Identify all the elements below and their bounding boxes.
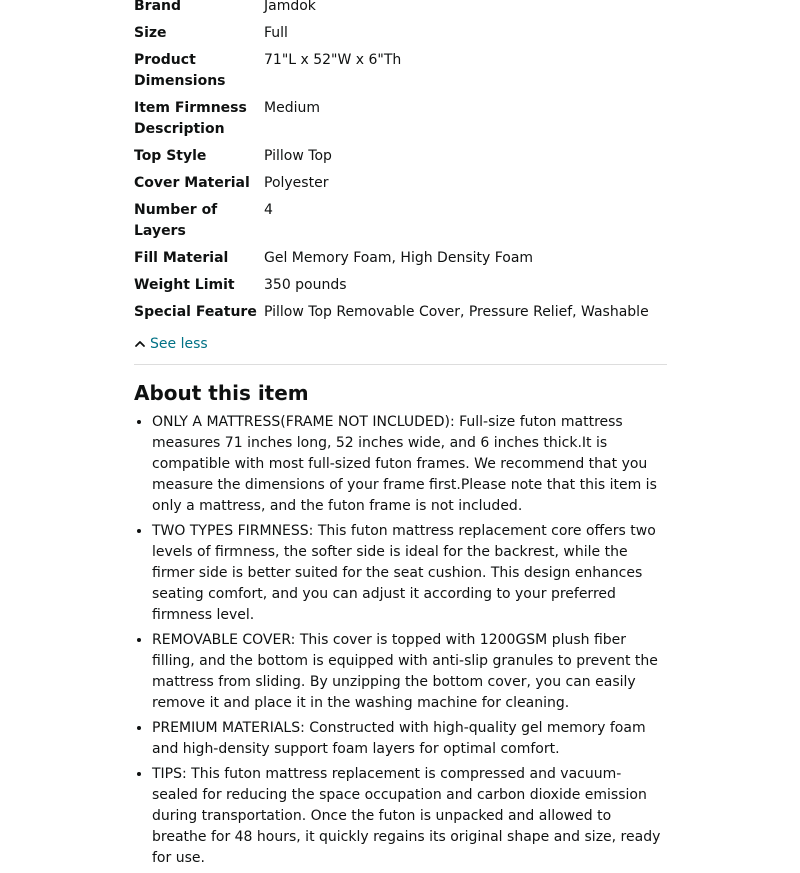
- spec-value: Jamdok: [264, 0, 316, 14]
- about-bullet-list: [134, 412, 667, 869]
- list-item: • TWO TYPES FIRMNESS: This futon mattress replacement core offers two levels of firmness, the softer side is ideal for the backrest, while the firmer side is better suited for the seat cushion. This design enhances seating comfort, and you can adjust it according to your preferred firmness level.: [152, 521, 667, 626]
- spec-row-special-feature: [134, 302, 667, 329]
- spec-label: Item Firmness Description: [134, 100, 247, 137]
- spec-row-size: [134, 23, 667, 50]
- product-specs-table: [134, 0, 667, 329]
- product-details-section: [134, 0, 667, 873]
- list-item: • REMOVABLE COVER: This cover is topped with 1200GSM plush fiber filling, and the bottom is equipped with anti-slip granules to prevent the mattress from sliding. By unzipping the bottom cover, you can easily remove it and place it in the washing machine for cleaning.: [152, 630, 667, 714]
- spec-value: Pillow Top: [264, 148, 332, 164]
- spec-label: Size: [134, 25, 167, 41]
- chevron-up-icon: [134, 338, 146, 350]
- about-this-item-heading: About this item: [134, 381, 309, 405]
- spec-value: 350 pounds: [264, 277, 347, 293]
- spec-value: Polyester: [264, 175, 329, 191]
- section-divider: [134, 364, 667, 365]
- spec-value: Gel Memory Foam, High Density Foam: [264, 250, 534, 266]
- spec-row-brand: [134, 0, 667, 23]
- spec-label: Product Dimensions: [134, 52, 226, 89]
- spec-row-weight-limit: [134, 275, 667, 302]
- see-less-label: See less: [150, 336, 208, 352]
- list-item: • TIPS: This futon mattress replacement is compressed and vacuum-sealed for reducing the space occupation and carbon dioxide emission during transportation. Once the futon is unpacked and allowed to breathe for 48 hours, it quickly regains its original shape and size, ready for use.: [152, 764, 667, 869]
- spec-label: Cover Material: [134, 175, 250, 191]
- spec-label: Number of Layers: [134, 202, 218, 239]
- list-item: • ONLY A MATTRESS(FRAME NOT INCLUDED): Full-size futon mattress measures 71 inches long, 52 inches wide, and 6 inches thick.It is compatible with most full-sized futon frames. We recommend that you measure the dimensions of your frame first.Please note that this item is only a mattress, and the futon frame is not included.: [152, 412, 667, 517]
- spec-label: Brand: [134, 0, 182, 14]
- spec-label: Special Feature: [134, 304, 257, 320]
- spec-value: Full: [264, 25, 288, 41]
- spec-value: 71"L x 52"W x 6"Th: [264, 52, 402, 68]
- spec-row-top-style: [134, 146, 667, 173]
- list-item: • PREMIUM MATERIALS: Constructed with high-quality gel memory foam and high-density support foam layers for optimal comfort.: [152, 718, 667, 760]
- spec-row-firmness: [134, 98, 667, 146]
- spec-label: Weight Limit: [134, 277, 235, 293]
- spec-row-fill-material: [134, 248, 667, 275]
- spec-label: Fill Material: [134, 250, 229, 266]
- spec-row-dimensions: [134, 50, 667, 98]
- spec-value: 4: [264, 202, 273, 218]
- spec-value: Medium: [264, 100, 320, 116]
- spec-row-layers: [134, 200, 667, 248]
- see-less-link[interactable]: [134, 334, 208, 354]
- spec-row-cover-material: [134, 173, 667, 200]
- spec-label: Top Style: [134, 148, 207, 164]
- spec-value: Pillow Top Removable Cover, Pressure Relief, Washable: [264, 304, 649, 320]
